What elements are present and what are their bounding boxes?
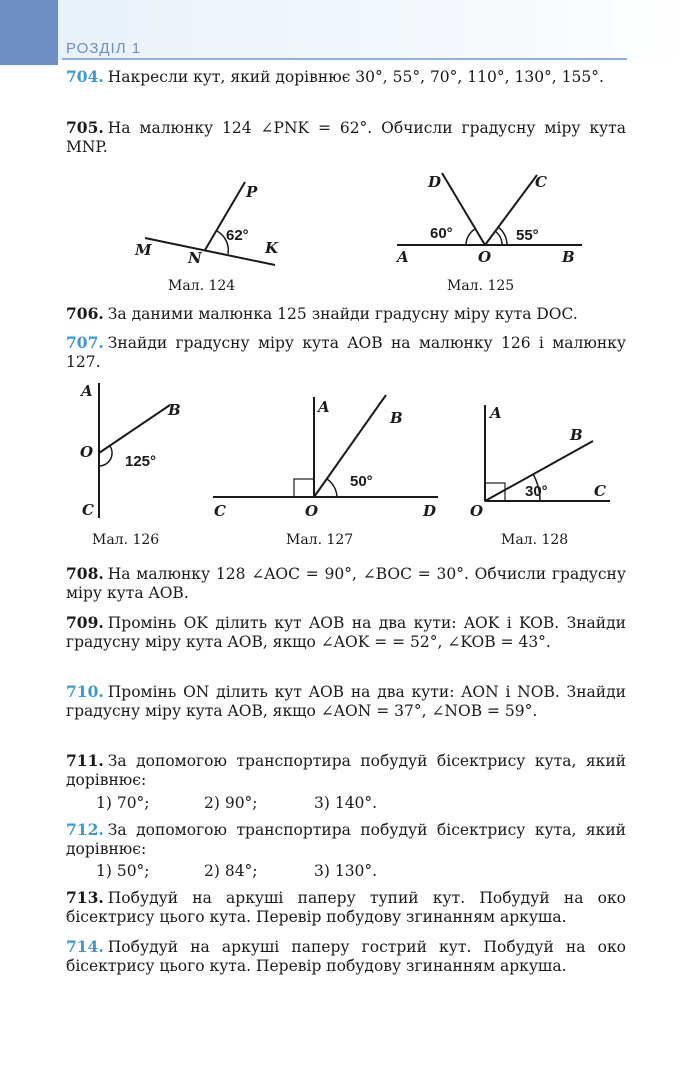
label-c: C [82, 501, 94, 519]
label-n: N [188, 249, 202, 267]
option-3: 3) 140°. [314, 794, 378, 812]
exercise-text: Накресли кут, який дорівнює 30°, 55°, 70°, 110°, 130°, 155°. [107, 68, 604, 86]
label-b: B [390, 409, 403, 427]
header-rule [62, 58, 627, 60]
right-angle-mark [294, 479, 314, 497]
label-m: M [135, 241, 152, 259]
exercise-705 [66, 118, 626, 157]
label-a: A [81, 382, 93, 400]
label-d: D [428, 173, 442, 191]
exercise-text: Промінь ON ділить кут AOB на два кути: AON і NOB. Знайди градусну міру кута AOB, якщо ∠AON = 37°, ∠NOB = 59°. [66, 683, 626, 720]
angle-label-right: 55° [516, 227, 539, 244]
chapter-tab [0, 0, 58, 65]
option-3: 3) 130°. [314, 862, 378, 880]
exercise-text: Побудуй на аркуші паперу тупий кут. Побудуй на око бісектрису цього кута. Перевір побудову згинанням аркуша. [66, 889, 626, 926]
exercise-704 [66, 67, 626, 87]
exercise-number: 711. [66, 751, 104, 770]
figure-caption: Мал. 127 [286, 532, 354, 548]
figure-caption: Мал. 128 [501, 532, 569, 548]
figure-127 [210, 390, 450, 553]
exercise-number: 708. [66, 564, 104, 583]
figure-caption: Мал. 124 [168, 278, 236, 294]
angle-label: 125° [125, 453, 157, 470]
exercise-number: 704. [66, 67, 104, 86]
exercise-number: 707. [66, 333, 104, 352]
figure-125 [392, 165, 592, 300]
option-1: 1) 50°; [96, 862, 150, 880]
label-d: D [423, 502, 437, 520]
label-o: O [470, 502, 484, 520]
exercise-711 [66, 751, 626, 790]
exercise-number: 712. [66, 820, 104, 839]
exercise-706 [66, 304, 626, 324]
label-b: B [570, 426, 583, 444]
label-o: O [478, 248, 492, 266]
figure-126 [75, 378, 210, 553]
figure-caption: Мал. 126 [92, 532, 160, 548]
exercise-712 [66, 820, 626, 859]
angle-label: 50° [350, 473, 373, 490]
figure-128 [465, 395, 625, 553]
exercise-number: 714. [66, 937, 104, 956]
label-k: K [265, 239, 279, 257]
exercise-number: 710. [66, 682, 104, 701]
angle-label-left: 60° [430, 225, 453, 242]
figure-124 [120, 170, 320, 300]
label-b: B [168, 401, 181, 419]
label-a: A [490, 404, 502, 422]
label-c: C [535, 173, 547, 191]
exercise-707 [66, 333, 626, 372]
angle-arc-left [466, 229, 475, 245]
label-c: C [214, 502, 226, 520]
exercise-713 [66, 888, 626, 927]
label-o: O [80, 443, 94, 461]
exercise-text: Знайди градусну міру кута AOB на малюнку 126 і малюнку 127. [66, 334, 626, 371]
exercise-text: За допомогою транспортира побудуй бісектрису кута, який дорівнює: [66, 821, 626, 858]
exercise-text: Промінь OK ділить кут AOB на два кути: AOK і KOB. Знайди градусну міру кута AOB, якщо ∠AOK = = 52°, ∠KOB = 43°. [66, 614, 626, 651]
angle-arc [327, 479, 337, 497]
label-a: A [318, 398, 330, 416]
exercise-number: 706. [66, 304, 104, 323]
exercise-text: Побудуй на аркуші паперу гострий кут. Побудуй на око бісектрису цього кута. Перевір побудову згинанням аркуша. [66, 938, 626, 975]
exercise-number: 713. [66, 888, 104, 907]
exercise-number: 705. [66, 118, 104, 137]
exercise-text: На малюнку 124 ∠PNK = 62°. Обчисли градусну міру кута MNP. [66, 119, 626, 156]
label-p: P [246, 183, 258, 201]
exercise-text: За даними малюнка 125 знайди градусну міру кута DOC. [107, 305, 578, 323]
label-a: A [397, 248, 409, 266]
exercise-714 [66, 937, 626, 976]
option-2: 2) 90°; [204, 794, 258, 812]
label-c: C [594, 482, 606, 500]
angle-label: 30° [525, 483, 548, 500]
option-2: 2) 84°; [204, 862, 258, 880]
exercise-708 [66, 564, 626, 603]
exercise-712-options [96, 862, 377, 880]
exercise-number: 709. [66, 613, 104, 632]
exercise-711-options [96, 794, 377, 812]
label-o: O [305, 502, 319, 520]
angle-label: 62° [226, 227, 249, 244]
exercise-710 [66, 682, 626, 721]
figure-caption: Мал. 125 [447, 278, 515, 294]
section-label: РОЗДІЛ 1 [66, 40, 142, 57]
angle-arc-right-1 [495, 231, 502, 245]
exercise-text: За допомогою транспортира побудуй бісектрису кута, який дорівнює: [66, 752, 626, 789]
option-1: 1) 70°; [96, 794, 150, 812]
label-b: B [562, 248, 575, 266]
ray-ob [99, 405, 170, 453]
exercise-709 [66, 613, 626, 652]
exercise-text: На малюнку 128 ∠AOC = 90°, ∠BOC = 30°. Обчисли градусну міру кута AOB. [66, 565, 626, 602]
